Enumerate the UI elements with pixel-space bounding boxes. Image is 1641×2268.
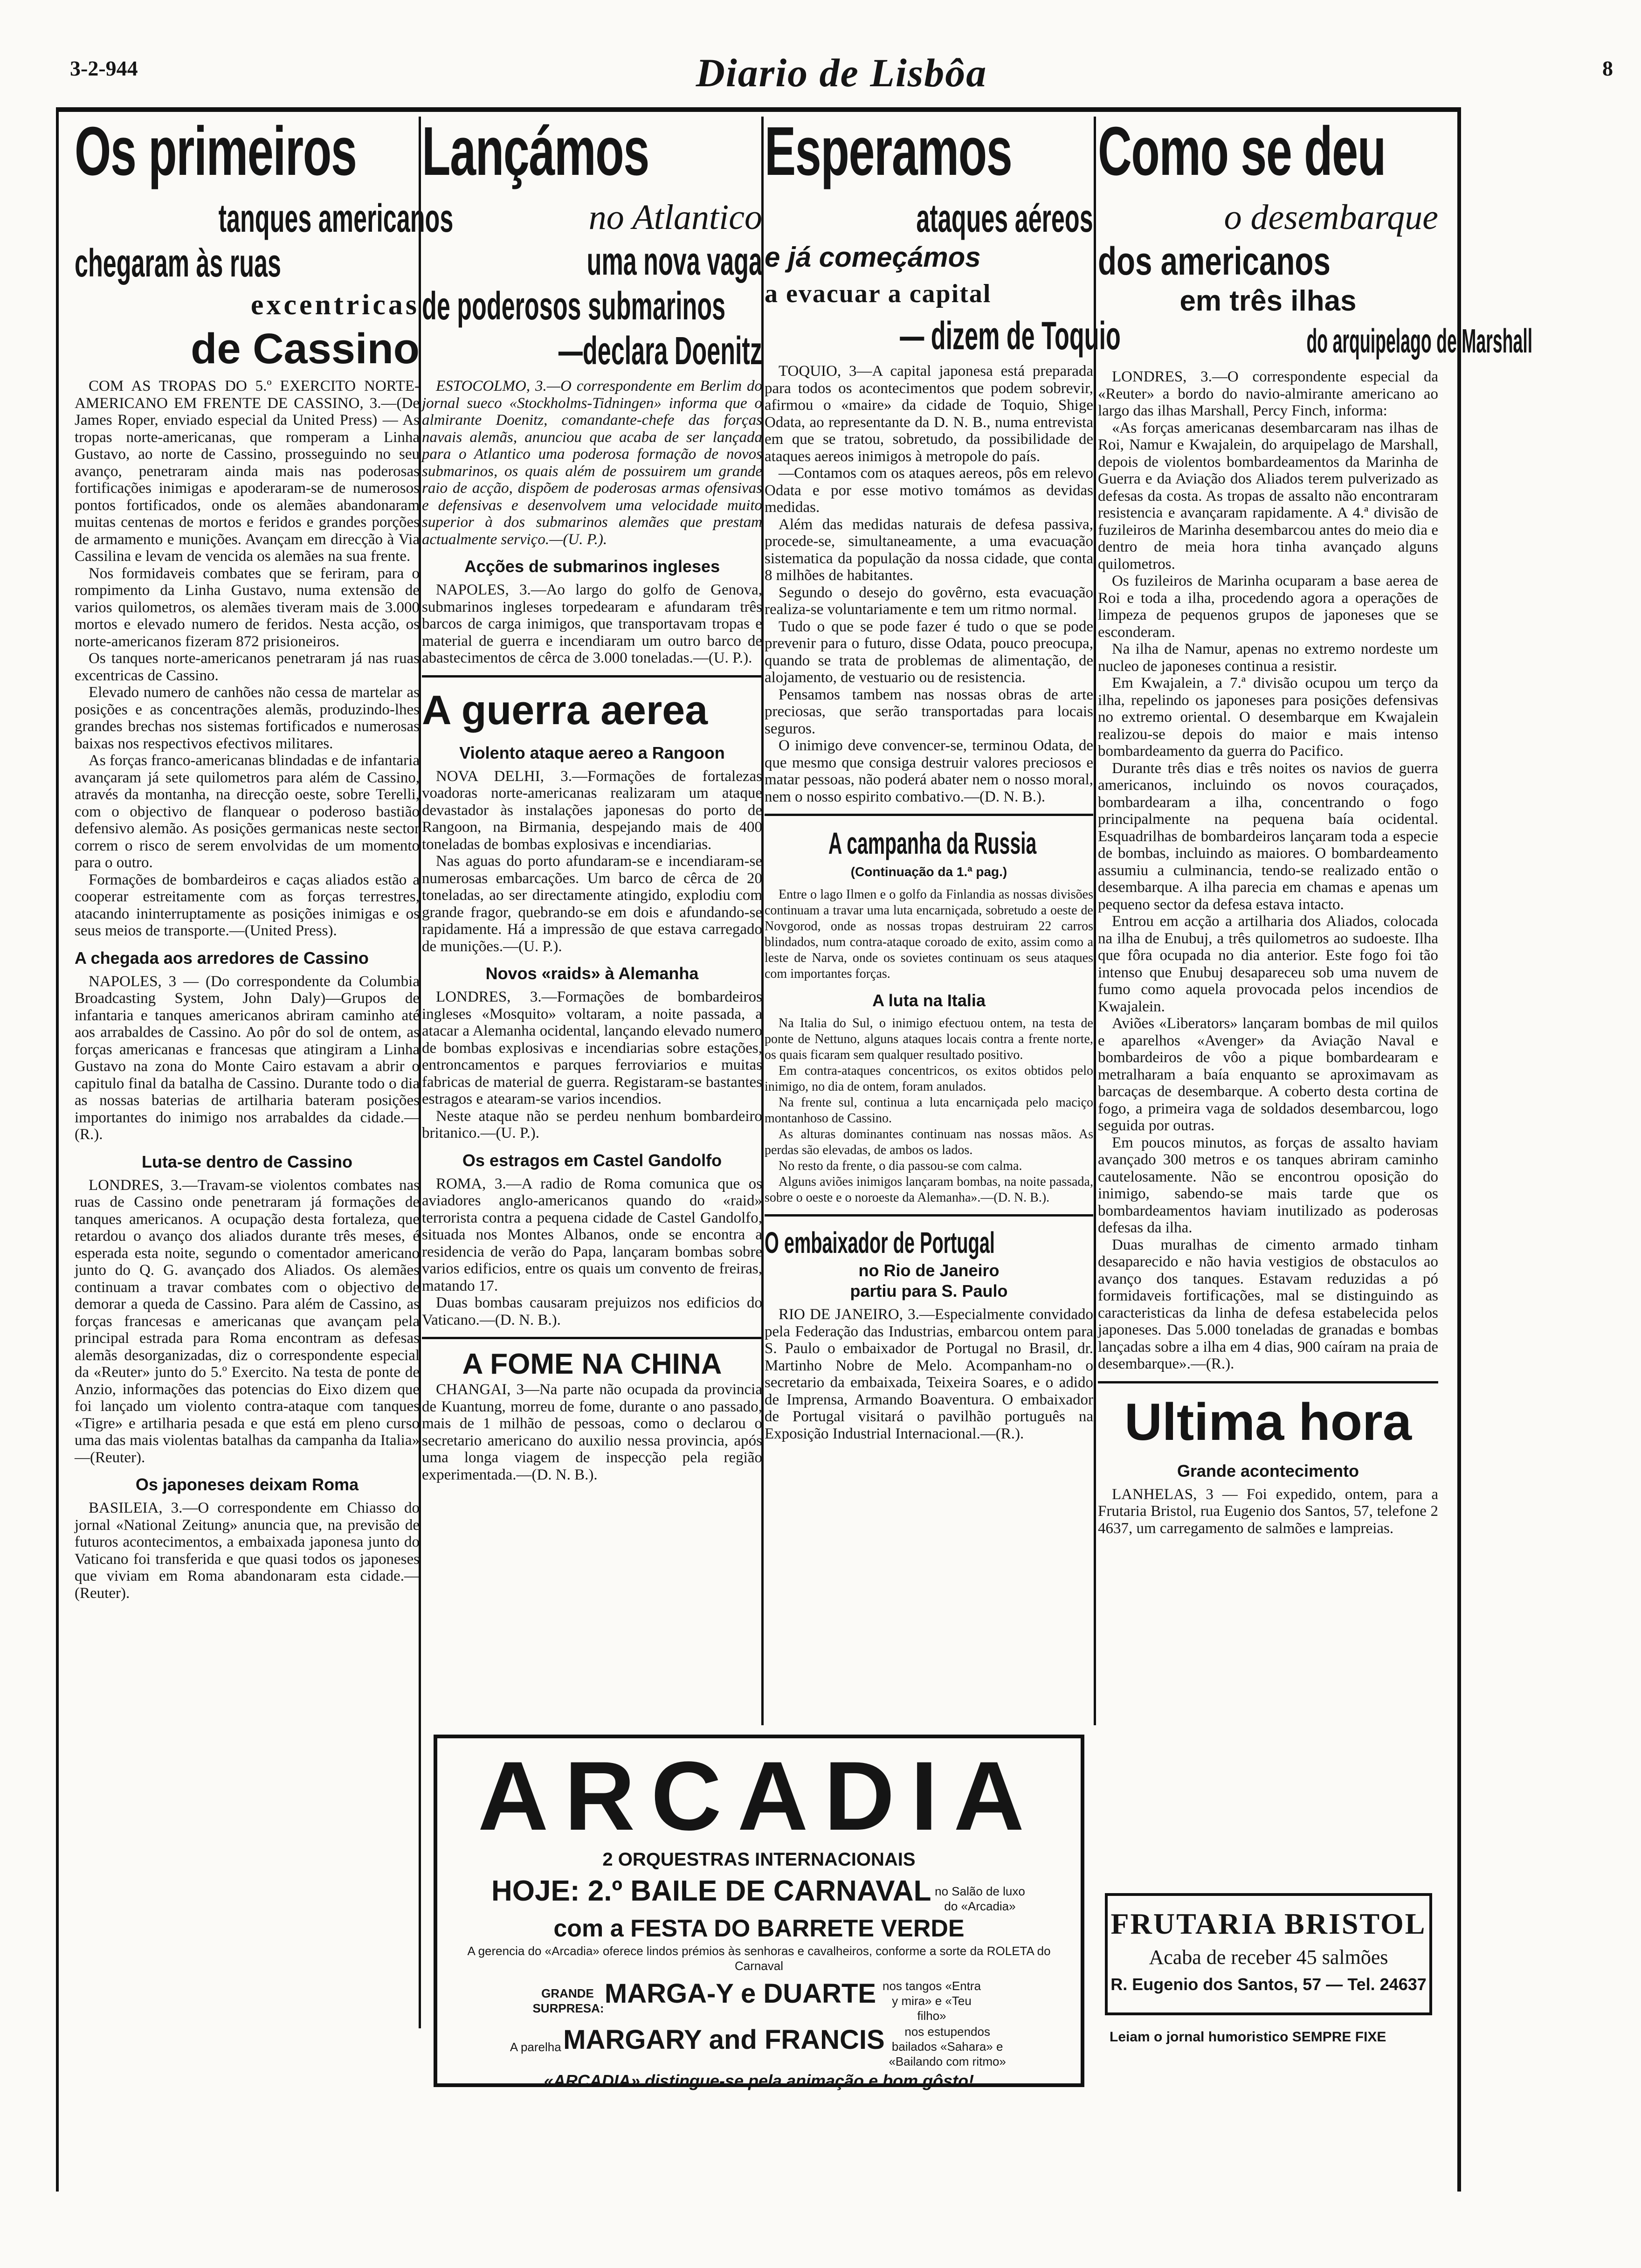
advert-line: MARGA-Y e DUARTE — [604, 1978, 876, 2009]
section-divider — [422, 1337, 762, 1339]
paragraph: NOVA DELHI, 3.—Formações de fortalezas voadoras norte-americanas realizaram um ataque devastador às instalações japonesas do porto de Rangoon, na Birmania, despejando mais de 400 toneladas de bombas explosivas e incendiarias. — [422, 768, 762, 853]
paragraph: Em Kwajalein, a 7.ª divisão ocupou um terço da ilha, repelindo os japoneses para posições defensivas no extremo oriental. O desembarque em Kwajalein realizou-se depois do maior e mais intenso bombardeamento da guerra do Pacifico. — [1098, 675, 1438, 760]
subheading: Os estragos em Castel Gandolfo — [462, 1150, 722, 1170]
paragraph: ROMA, 3.—A radio de Roma comunica que os aviadores anglo-americanos quando do «raid» terrorista contra a pequena cidade de Castel Gandolfo, situada nos Montes Albanos, onde se encontra a residencia de verão do Papa, lançaram bombas sobre varios edificios, entre os quais um convento de freiras, matando 17. — [422, 1175, 762, 1294]
advert-note: no Salão de luxo do «Arcadia» — [935, 1884, 1025, 1913]
paragraph: ESTOCOLMO, 3.—O correspondente em Berlim do jornal sueco «Stockholms-Tidningen» informa que o almirante Doenitz, comandante-chefe das forças navais alemãs, anunciou que acaba de ser lançada para o Atlantico uma poderosa formação de novos submarinos, os quais além de possuirem um grande raio de acção, dispõem de poderosas armas ofensivas e defensivas e desenvolvem uma velocidade muito superior à dos submarinos alemães que prestam actualmente serviço.—(U. P.). — [422, 378, 762, 548]
deck-line: excentricas — [250, 289, 420, 321]
article-toquio — [765, 113, 1121, 1725]
advert-title: FRUTARIA BRISTOL — [1110, 1907, 1427, 1940]
advert-note: A gerencia do «Arcadia» oferece lindos prémios às senhoras e cavalheiros, conforme a sorte da ROLETA do Carnaval — [467, 1943, 1051, 1973]
advert-note: nos tangos «Entra y mira» e «Teu filho» — [883, 1978, 981, 2023]
deck-line: chegaram às ruas — [75, 241, 281, 285]
paragraph: LONDRES, 3.—O correspondente especial da «Reuter» a bordo do navio-almirante americano ao largo das ilhas Marshall, Percy Finch, informa: — [1098, 368, 1438, 419]
section-divider — [422, 675, 762, 678]
paragraph: LONDRES, 3.—Formações de bombardeiros ingleses «Mosquito» voltaram, a noite passada, a atacar a Alemanha ocidental, lançando elevado numero de bombas explosivas e incendiarias sobre estações, entroncamentos e parques ferroviarios e muitas fabricas de material de guerra. Registaram-se bastantes estragos e atearam-se varios incendios. — [422, 989, 762, 1107]
section-divider — [765, 1214, 1093, 1217]
paragraph: LONDRES, 3.—Travam-se violentos combates nas ruas de Cassino onde penetraram já formações de tanques americanos. A ocupação desta fortaleza, que retardou o avanço dos aliados durante três meses, é esperada esta noite, segundo o comentador americano junto do Q. G. avançado dos Aliados. Os alemães continuam a travar combates com o objectivo de demorar a queda de Cassino. Para além de Cassino, as forças francesas e americanas que avançam pela principal estrada para Roma encontram as defesas alemãs desorganizadas, diz o correspondente especial da «Reuter» junto do 5.º Exercito. Na testa de ponte de Anzio, informações das potencias do Eixo dizem que foi lançado um violento contra-ataque com tanques «Tigre» e artilharia pesada e que está em pleno curso uma das mais violentas batalhas da campanha da Italia» —(Reuter). — [75, 1176, 420, 1466]
advert-note: A parelha — [510, 2040, 561, 2054]
paragraph: LANHELAS, 3 — Foi expedido, ontem, para a Frutaria Bristol, rua Eugenio dos Santos, 57, telefone 2 4637, um carregamento de salmões e lampreias. — [1098, 1486, 1438, 1537]
paragraph: Em poucos minutos, as forças de assalto haviam avançado 300 metros e os tanques abriram caminho cautelosamente. Não se encontrou oposição do inimigo, sabendo-se mais tarde que os bombardeamentos haviam inutilizado as poderosas defesas da ilha. — [1098, 1134, 1438, 1236]
paragraph: Nas aguas do porto afundaram-se e incendiaram-se numerosas embarcações. Um barco de cêrca de 20 toneladas, ao ser directamente atingido, explodiu com grande fragor, quebrando-se em dois e afundando-se rapidamente. Há a impressão de que estava carregado de munições.—(U. P.). — [422, 853, 762, 955]
deck-line: e já começámos — [765, 242, 981, 273]
section-headline: A guerra aerea — [422, 686, 708, 733]
subheading: Novos «raids» à Alemanha — [485, 964, 699, 983]
deck-line: uma nova vaga — [586, 239, 762, 283]
advert-line: MARGARY and FRANCIS — [563, 2024, 885, 2055]
deck-line: —declara Doenitz — [558, 329, 762, 373]
paragraph: As alturas dominantes continuam nas nossas mãos. As perdas são elevadas, de ambos os lados. — [765, 1127, 1093, 1157]
paragraph: Entrou em acção a artilharia dos Aliados, colocada na ilha de Enubuj, a três quilometros ao sudoeste. Ilha que fôra ocupada no dia anterior. Este fogo foi tão intenso que Enubuj desapareceu sob uma nuvem de fumo como aquela provocada pelos incendios de Kwajalein. — [1098, 913, 1438, 1015]
advert-note: nos estupendos bailados «Sahara» e «Bailando com ritmo» — [889, 2025, 1006, 2069]
section-headline: Ultima hora — [1124, 1392, 1412, 1451]
subheading: Acções de submarinos ingleses — [464, 557, 720, 576]
paragraph: TOQUIO, 3—A capital japonesa está preparada para todos os acontecimentos que podem sobrevir, afirmou o «maire» da cidade de Toquio, Shige Odata, ao representante da D. N. B., numa entrevista em que se tratou, sobretudo, da possibilidade de ataques aereos inimigos à metropole do país. — [765, 363, 1093, 465]
masthead — [70, 51, 1613, 103]
deck-line: em três ilhas — [1179, 285, 1357, 317]
paragraph: Durante três dias e três noites os navios de guerra americanos, incluindo os novos couraçados, bombardearam a ilha, concentrando o fogo principalmente na pequena baía ocidental. Esquadrilhas de bombardeiros lançaram toda a especie de bombas, incluindo as maiores. O bombardeamento assumiu a culminancia, tendo-se realizado então o desembarque. A ilha parecia em chamas e apenas um pequeno sector da defesa estava intacto. — [1098, 760, 1438, 913]
paragraph: Os fuzileiros de Marinha ocuparam a base aerea de Roi e toda a ilha, procedendo agora a operações de limpeza de pequenos grupos de japoneses que se esconderam. — [1098, 573, 1438, 641]
paragraph: —Contamos com os ataques aereos, pôs em relevo Odata e por esse motivo tomámos as devidas medidas. — [765, 465, 1093, 516]
deck-line: — dizem de Toquio — [900, 314, 1121, 358]
paragraph: COM AS TROPAS DO 5.º EXERCITO NORTE-AMERICANO EM FRENTE DE CASSINO, 3.—(De James Roper, enviado especial da United Press) — As tropas norte-americanas, que romperam a Linha Gustavo, ao norte de Cassino, prosseguindo no seu avanço, penetraram ainda mais nas poderosas fortificações inimigas e apoderaram-se de numerosos pontos fortificados, onde os alemães abandonaram muitas centenas de mortos e feridos e grandes porções de armamento e munições. Avançam em direcção à Via Cassilina e levam de vencida os alemães na sua frente. — [75, 378, 420, 565]
paragraph: No resto da frente, o dia passou-se com calma. — [779, 1159, 1022, 1173]
advert-line: com a FESTA DO BARRETE VERDE — [553, 1915, 965, 1942]
deck-line: tanques americanos — [218, 196, 454, 240]
deck-line: dos americanos — [1098, 239, 1331, 283]
paragraph: Aviões «Liberators» lançaram bombas de mil quilos e aparelhos «Avenger» da Aviação Naval e bombardeiros de vôo a pique bombardearam e metralharam a baía enquanto se aproximavam as barcaças de desembarque. A coberto desta cortina de fogo, a primeira vaga de soldados desembarcou, logo seguida por outras. — [1098, 1015, 1438, 1134]
subheading: Os japoneses deixam Roma — [135, 1475, 359, 1494]
paragraph: Pensamos tambem nas nossas obras de arte preciosas, que serão transportadas para locais seguros. — [765, 686, 1093, 737]
headline: Como se deu — [1098, 113, 1386, 190]
deck-line: de poderosos submarinos — [422, 284, 726, 328]
article-marshall — [1098, 113, 1533, 2178]
sempre-fixe-note: Leiam o jornal humoristico SEMPRE FIXE — [1110, 2029, 1386, 2045]
deck-line: o desembarque — [1224, 198, 1438, 237]
subheading: partiu para S. Paulo — [850, 1281, 1008, 1300]
paragraph: As forças franco-americanas blindadas e de infantaria avançaram já sete quilometros para além de Cassino, através da montanha, na direcção oeste, sobre Terelli, com o objectivo de flanquear o poderoso bastião defensivo alemão. As posições germanicas neste sector correm o risco de serem envolvidas de um momento para o outro. — [75, 752, 420, 871]
advert-title: ARCADIA — [477, 1741, 1041, 1851]
subheading: A luta na Italia — [872, 991, 986, 1010]
advert-line: «ARCADIA» distingue-se pela animação e bom gôsto! — [544, 2071, 974, 2091]
paragraph: NAPOLES, 3 — (Do correspondente da Columbia Broadcasting System, John Daly)—Grupos de infantaria e tanques americanos abriram caminho até aos arrabaldes de Cassino. Ao pôr do sol de ontem, as forças americanas e francesas que atingiram a Linha Gustavo na zona do Monte Cairo estavam a abrir o capitulo final da batalha de Cassino. Durante todo o dia as nossas baterias de artilharia bateram posições importantes do inimigo nos arrabaldes da cidade.—(R.). — [75, 973, 420, 1143]
paragraph: Tudo o que se pode fazer é tudo o que se pode prevenir para o futuro, disse Odata, pouco preocupa, quando se trata de problemas de alimentação, de alojamento, de vestuario ou de resistencia. — [765, 618, 1093, 686]
paragraph: Alguns aviões inimigos lançaram bombas, na noite passada, sobre o oeste e o noroeste da Alemanha».—(D. N. B.). — [765, 1175, 1093, 1205]
subheading: no Rio de Janeiro — [858, 1261, 1000, 1280]
deck-line: no Atlantico — [588, 198, 762, 237]
paragraph: «As forças americanas desembarcaram nas ilhas de Roi, Namur e Kwajalein, do arquipelago de Marshall, depois de violentos bombardeamentos da Marinha de Guerra e da Aviação dos Aliados terem pulverizado as defesas da costa. As tropas de assalto não encontraram resistencia e avançaram rapidamente. A 4.ª divisão de fuzileiros de Marinha desembarcou antes do meio dia e dentro de meia hora tinha avançado alguns quilometros. — [1098, 419, 1438, 573]
headline: Esperamos — [765, 113, 1012, 190]
paragraph: Em contra-ataques concentricos, os exitos obtidos pelo inimigo, no dia de ontem, foram anulados. — [765, 1064, 1093, 1094]
paragraph: Duas bombas causaram prejuizos nos edificios do Vaticano.—(D. N. B.). — [422, 1294, 762, 1328]
arcadia-advert — [434, 1735, 1084, 2091]
section-headline: A FOME NA CHINA — [462, 1348, 722, 1380]
headline: Os primeiros — [75, 113, 357, 190]
paragraph: NAPOLES, 3.—Ao largo do golfo de Genova, submarinos ingleses torpedearam e afundaram três barcos de carga inimigos, que transportavam tropas e material de guerra e incendiaram um outro barco de abastecimentos de cêrca de 3.000 toneladas.—(U. P.). — [422, 581, 762, 666]
paragraph: Além das medidas naturais de defesa passiva, procede-se, simultaneamente, a uma evacuação sistematica da população da nossa cidade, que conta 8 milhões de habitantes. — [765, 516, 1093, 584]
paragraph: O inimigo deve convencer-se, terminou Odata, de que mesmo que consiga destruir valores preciosos e matar pessoas, não poderá abater nem o nosso moral, nem o nosso espirito combativo.—(D. N. B.). — [765, 737, 1093, 805]
paragraph: Na Italia do Sul, o inimigo efectuou ontem, na testa de ponte de Nettuno, alguns ataques locais contra a frente norte, os quais ficaram sem qualquer resultado positivo. — [765, 1016, 1093, 1062]
paragraph: Os tanques norte-americanos penetraram já nas ruas excentricas de Cassino. — [75, 650, 420, 684]
paragraph: Duas muralhas de cimento armado tinham desaparecido e não havia vestigios de obstaculos ao avanço dos tanques. Estavam reduzidas a pó formidaveis fortificações, mal se distinguindo as caracteristicas da linha de defesa estabelecida pelos japoneses. Das 5.000 toneladas de granadas e bombas lançadas sobre a ilha em 4 dias, 900 caíram na praia de desembarque».—(R.). — [1098, 1236, 1438, 1372]
advert-line: HOJE: 2.º BAILE DE CARNAVAL — [491, 1875, 931, 1907]
deck-line: a evacuar a capital — [765, 279, 992, 308]
newspaper-title: Diario de Lisbôa — [696, 50, 987, 95]
article-cassino — [75, 113, 454, 2178]
paragraph: Na ilha de Namur, apenas no extremo nordeste um nucleo de japoneses continua a resistir. — [1098, 641, 1438, 675]
subheading: A chegada aos arredores de Cassino — [75, 948, 369, 968]
issue-date: 3-2-944 — [70, 56, 138, 80]
subheading: Luta-se dentro de Cassino — [141, 1152, 353, 1171]
paragraph: Neste ataque não se perdeu nenhum bombardeiro britanico.—(U. P.). — [422, 1107, 762, 1141]
advert-line: Acaba de receber 45 salmões — [1149, 1946, 1388, 1969]
subheading: Violento ataque aereo a Rangoon — [459, 743, 725, 762]
subheading: Grande acontecimento — [1177, 1461, 1359, 1480]
section-divider — [765, 814, 1093, 816]
section-divider — [1098, 1381, 1438, 1383]
advert-note: GRANDE SURPRESA: — [532, 1986, 604, 2015]
paragraph: Nos formidaveis combates que se feriram, para o rompimento da Linha Gustavo, numa extensão de varios quilometros, os alemães tiveram mais de 3.000 mortos e elevado numero de feridos. Nesta acção, os norte-americanos fizeram 872 prisioneiros. — [75, 565, 420, 650]
page-number: 8 — [1602, 56, 1613, 80]
continuation-note: (Continuação da 1.ª pag.) — [850, 864, 1007, 879]
article-doenitz — [422, 113, 762, 1725]
paragraph: RIO DE JANEIRO, 3.—Especialmente convidado pela Federação das Industrias, embarcou ontem para S. Paulo o embaixador de Portugal no Brasil, dr. Martinho Nobre de Melo. Acompanham-no o secretario da embaixada, Teixeira Soares, e o adido de Imprensa, Armando Boaventura. O embaixador de Portugal visitará o pavilhão português na Exposição Industrial Internacional.—(R.). — [765, 1306, 1093, 1442]
paragraph: CHANGAI, 3—Na parte não ocupada da provincia de Kuantung, morreu de fome, durante o ano passado, mais de 1 milhão de pessoas, como o declarou o secretario americano do auxilio nessa provincia, após uma longa viagem de inspecção pela região experimentada.—(D. N. B.). — [422, 1381, 762, 1483]
paragraph: Formações de bombardeiros e caças aliados estão a cooperar estreitamente com as forças terrestres, atacando ininterruptamente as posições inimigas e os seus meios de transporte.—(United Press). — [75, 871, 420, 939]
headline: Lançámos — [422, 113, 649, 190]
deck-line: ataques aéreos — [916, 196, 1093, 240]
advert-line: 2 ORQUESTRAS INTERNACIONAIS — [602, 1849, 916, 1870]
paragraph: Elevado numero de canhões não cessa de martelar as posições e as concentrações alemãs, produzindo-lhes grandes brechas nos sistemas fortificados e numerosas baixas nos respectivos efectivos militares. — [75, 684, 420, 752]
paragraph: Segundo o desejo do govêrno, esta evacuação realiza-se voluntariamente e tem um ritmo normal. — [765, 584, 1093, 618]
paragraph: Na frente sul, continua a luta encarniçada pelo maciço montanhoso de Cassino. — [765, 1095, 1093, 1126]
frutaria-advert — [1105, 1893, 1432, 2015]
advert-address: R. Eugenio dos Santos, 57 — Tel. 24637 — [1110, 1975, 1427, 1994]
paragraph: BASILEIA, 3.—O correspondente em Chiasso do jornal «National Zeitung» anuncia que, na previsão de futuros acontecimentos, a embaixada japonesa junto do Vaticano foi transferida e que quasi todos os japoneses que viviam em Roma abandonaram esta cidade.—(Reuter). — [75, 1500, 420, 1602]
deck-line: do arquipelago de Marshall — [1306, 323, 1533, 360]
paragraph: Entre o lago Ilmen e o golfo da Finlandia as nossas divisões continuam a travar uma luta encarniçada, sobretudo a oeste de Novgorod, onde as nossas tropas destruiram 22 carros blindados, num contra-ataque coroado de exito, assim como a leste de Narva, onde os sovietes continuam os seus ataques com importantes forças. — [765, 887, 1093, 981]
deck-line: de Cassino — [191, 325, 420, 373]
section-headline: O embaixador de Portugal — [765, 1226, 995, 1259]
section-headline: A campanha da Russia — [828, 826, 1037, 860]
